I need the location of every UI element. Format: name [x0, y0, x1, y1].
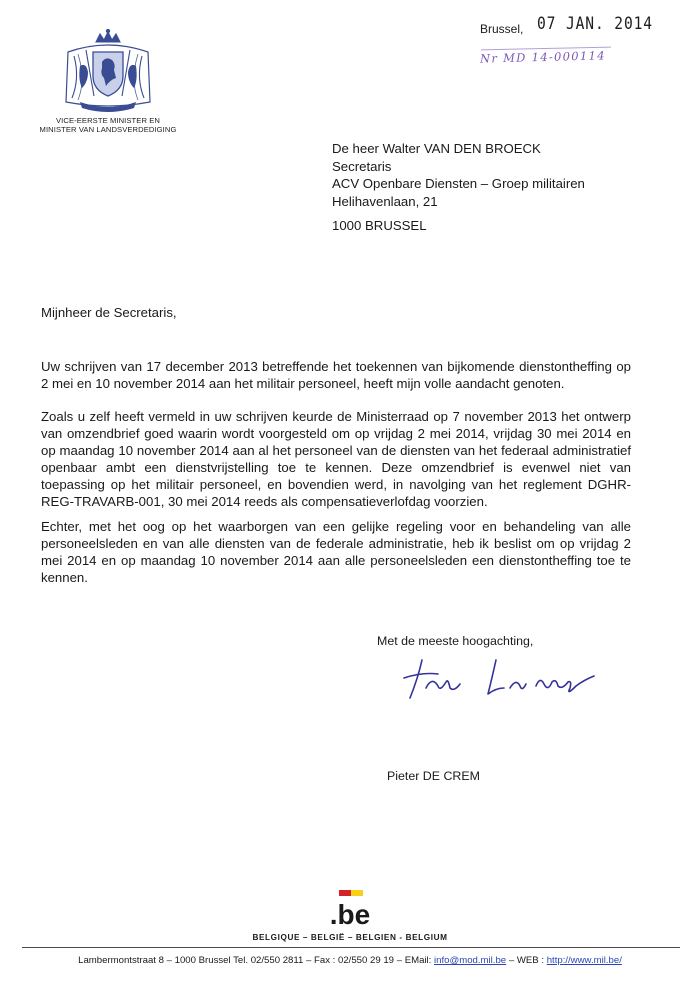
- ministry-line-1: VICE-EERSTE MINISTER EN: [56, 116, 160, 125]
- body-paragraph-2: Zoals u zelf heeft vermeld in uw schrijven keurde de Ministerraad op 7 november 2013 het ontwerp van omzendbrief goed waarin wordt voorgesteld om op vrijdag 2 mei 2014, vrijdag 30 mei 2014 en op maandag 10 november 2014 aan al het personeel van de diensten van het federaal administratief openbaar ambt een dienstvrijstelling toe te kennen. Deze omzendbrief is evenwel niet van toepassing op het militair personeel, en bovendien werd, in navolging van het reglement DGHR-REG-TRAVARB-001, 30 mei 2014 reeds als compensatieverlofdag voorzien.: [41, 409, 631, 509]
- addressee-name: De heer Walter VAN DEN BROECK: [332, 141, 541, 156]
- handwritten-reference-number: Nr MD 14-000114: [479, 48, 606, 66]
- footer-divider: [22, 947, 680, 948]
- addressee-organization: ACV Openbare Diensten – Groep militairen: [332, 176, 585, 191]
- web-label: – WEB :: [508, 955, 545, 966]
- salutation: Mijnheer de Secretaris,: [41, 305, 177, 320]
- ministry-name: [20, 116, 196, 134]
- dot-be-logo: [325, 890, 375, 928]
- belgian-coat-of-arms-logo: [60, 28, 156, 114]
- website-link[interactable]: http://www.mil.be/: [546, 955, 622, 966]
- email-link[interactable]: info@mod.mil.be: [434, 955, 507, 966]
- body-paragraph-3: Echter, met het oog op het waarborgen van een gelijke regeling voor en behandeling van alle personeelsleden en van alle diensten van de federale administratie, heb ik beslist om op vrijdag 2 mei 2014 en op maandag 10 november 2014 aan alle personeelsleden een dienstontheffing toe te kennen.: [41, 519, 631, 585]
- svg-text:.be: .be: [329, 899, 371, 928]
- closing-phrase: Met de meeste hoogachting,: [377, 634, 534, 648]
- place-label: Brussel,: [480, 22, 524, 36]
- addressee-city: 1000 BRUSSEL: [332, 218, 427, 233]
- addressee-title: Secretaris: [332, 158, 392, 174]
- footer-contact-line: [0, 955, 700, 966]
- ministry-line-2: MINISTER VAN LANDSVERDEDIGING: [39, 125, 177, 134]
- country-names: BELGIQUE – BELGIË – BELGIEN - BELGIUM: [252, 933, 448, 942]
- addressee-street: Helihavenlaan, 21: [332, 193, 438, 209]
- footer-address: Lambermontstraat 8 – 1000 Brussel Tel. 02/550 2811 – Fax : 02/550 29 19 – EMail:: [78, 955, 432, 966]
- handwritten-signature: [400, 652, 600, 704]
- body-paragraph-1: Uw schrijven van 17 december 2013 betreffende het toekennen van bijkomende dienstontheffing op 2 mei en 10 november 2014 aan het militair personeel, heeft mijn volle aandacht genoten.: [41, 359, 631, 391]
- date-stamp: 07 JAN. 2014: [537, 14, 653, 34]
- signatory-name: Pieter DE CREM: [387, 769, 480, 783]
